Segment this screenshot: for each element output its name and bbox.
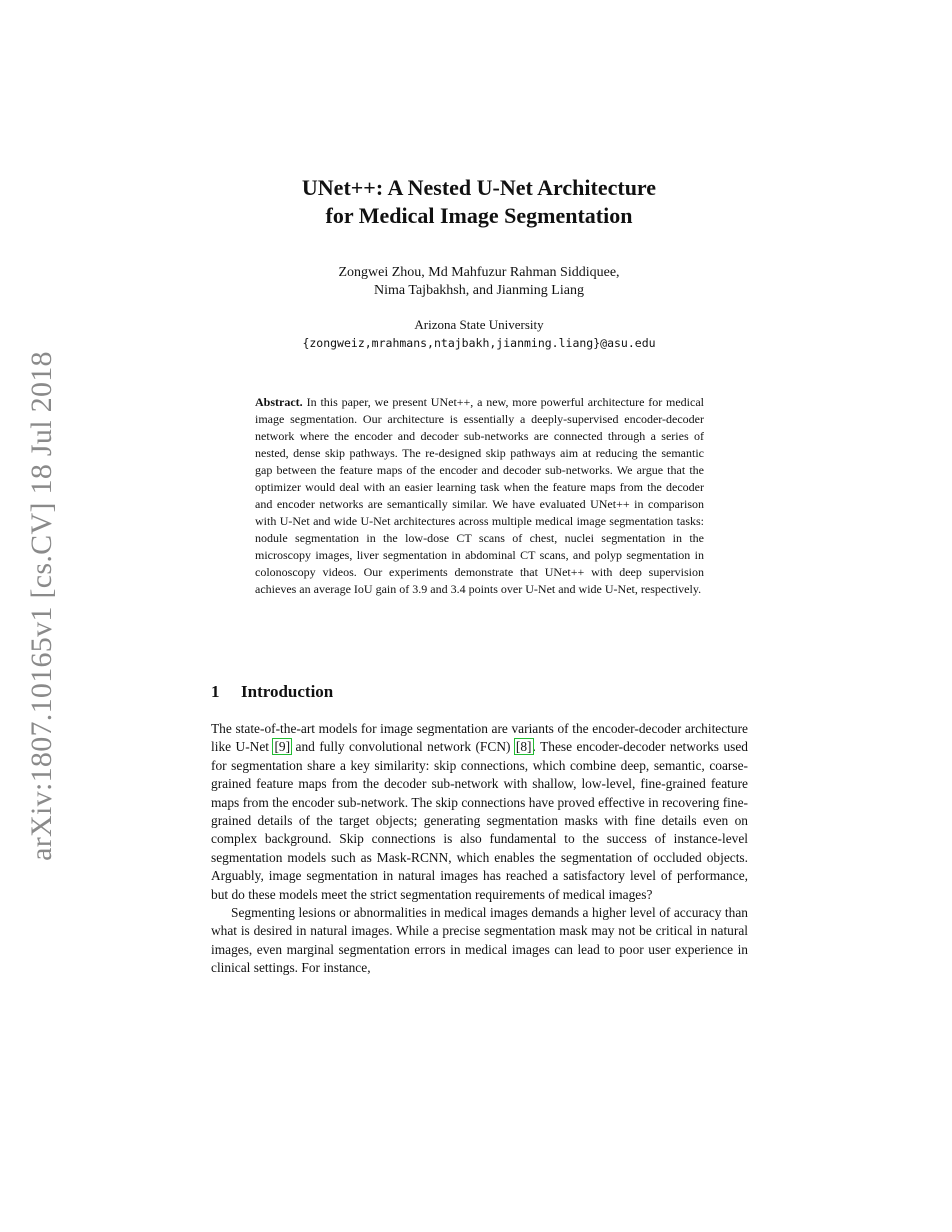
paragraph-2: Segmenting lesions or abnormalities in medical images demands a higher level of accuracy than what is desired in natural images. While a precise segmentation mask may not be critical in natural images, even marginal segmentation errors in medical images can lead to poor user experience in clinical settings. For instance, — [211, 905, 748, 976]
paper-title — [210, 174, 748, 230]
section-title: Introduction — [241, 682, 334, 701]
arxiv-identifier: arXiv:1807.10165v1 [cs.CV] 18 Jul 2018 — [25, 351, 59, 861]
paragraph-1-part-3: . These encoder-decoder networks used for segmentation share a key similarity: skip connections, which combine deep, semantic, coarse-grained feature maps from the decoder sub-network with shallow, low-level, fine-grained feature maps from the encoder sub-network. The skip connections have proved effective in recovering fine-grained details of the target objects; generating segmentation masks with fine details even on complex background. Skip connections is also fundamental to the success of instance-level segmentation models such as Mask-RCNN, which enables the segmentation of occluded objects. Arguably, image segmentation in natural images has reached a satisfactory level of performance, but do these models meet the strict segmentation requirements of medical images? — [211, 739, 748, 902]
citation-link-9[interactable]: [9] — [274, 739, 291, 755]
affiliation-block — [210, 316, 748, 352]
abstract-text: In this paper, we present UNet++, a new, more powerful architecture for medical image segmentation. Our architecture is essentially a deeply-supervised encoder-decoder network where the encoder and decoder sub-networks are connected through a series of nested, dense skip pathways. The re-designed skip pathways aim at reducing the semantic gap between the feature maps of the encoder and decoder sub-networks. We argue that the optimizer would deal with an easier learning task when the feature maps from the decoder and encoder networks are semantically similar. We have evaluated UNet++ in comparison with U-Net and wide U-Net architectures across multiple medical image segmentation tasks: nodule segmentation in the low-dose CT scans of chest, nuclei segmentation in the microscopy images, liver segmentation in abdominal CT scans, and polyp segmentation in colonoscopy videos. Our experiments demonstrate that UNet++ with deep supervision achieves an average IoU gain of 3.9 and 3.4 points over U-Net and wide U-Net, respectively. — [255, 395, 704, 596]
introduction-body — [211, 720, 748, 978]
section-number: 1 — [211, 682, 220, 701]
citation-link-8[interactable]: [8] — [515, 739, 532, 755]
paragraph-1-part-2: and fully convolutional network (FCN) — [291, 739, 515, 755]
title-line-1: UNet++: A Nested U-Net Architecture — [301, 175, 657, 200]
paragraph-1 — [211, 720, 748, 904]
authors-line-1: Zongwei Zhou, Md Mahfuzur Rahman Siddiquee, — [338, 265, 620, 280]
abstract-label: Abstract. — [255, 395, 303, 409]
section-heading-introduction — [211, 682, 333, 702]
affiliation: Arizona State University — [414, 317, 544, 332]
paragraph-1-part-1: The state-of-the-art models for image segmentation are variants of the encoder-decoder architecture like U-Net — [211, 721, 748, 755]
author-emails: {zongweiz,mrahmans,ntajbakh,jianming.liang}@asu.edu — [302, 336, 656, 350]
abstract — [255, 394, 704, 598]
authors-line-2: Nima Tajbakhsh, and Jianming Liang — [374, 283, 584, 298]
arxiv-side-stamp — [22, 340, 62, 872]
author-list — [210, 264, 748, 300]
title-line-2: for Medical Image Segmentation — [325, 203, 633, 228]
